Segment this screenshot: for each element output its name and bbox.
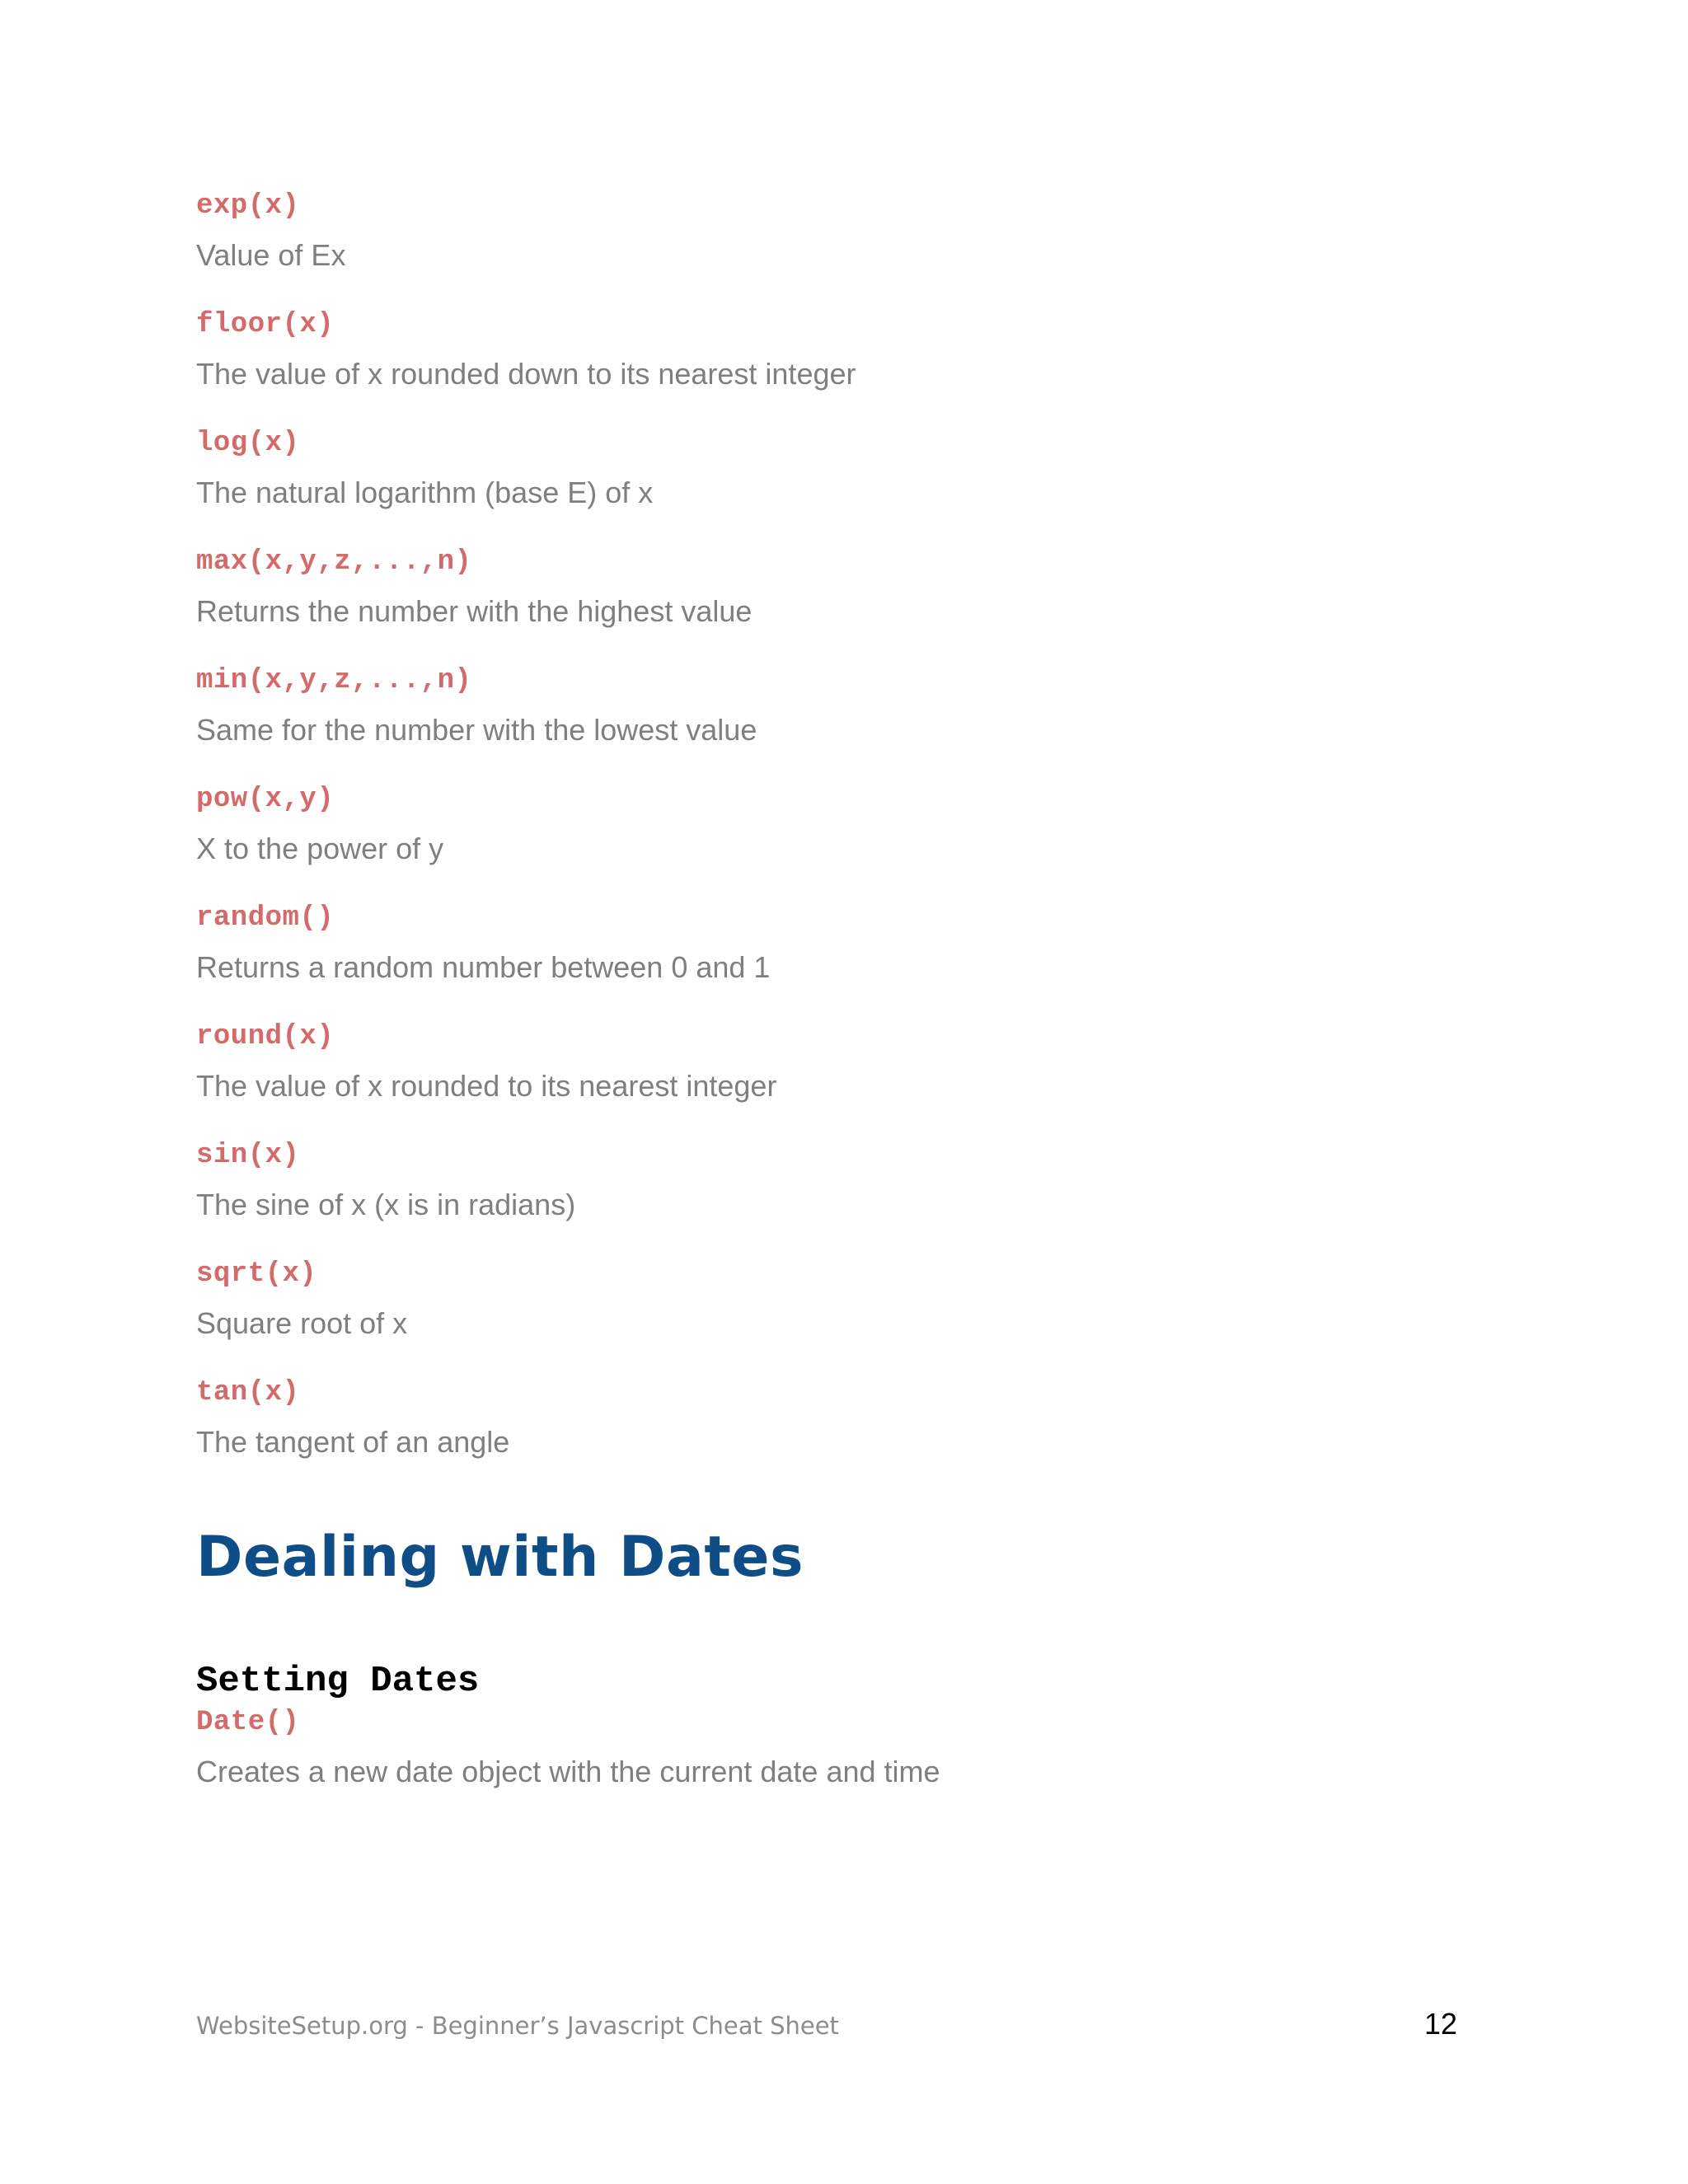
method-entry xyxy=(196,781,1432,900)
method-description: The value of x rounded to its nearest integer xyxy=(196,1069,777,1103)
method-description: The natural logarithm (base E) of x xyxy=(196,476,654,509)
method-name: min(x,y,z,...,n) xyxy=(196,665,472,696)
method-name: max(x,y,z,...,n) xyxy=(196,546,472,578)
method-name: tan(x) xyxy=(196,1377,300,1408)
method-name: floor(x) xyxy=(196,309,335,340)
method-description: The value of x rounded down to its nearest integer xyxy=(196,357,856,391)
method-entry xyxy=(196,307,1432,425)
method-name: Date() xyxy=(196,1707,300,1738)
method-description: Returns a random number between 0 and 1 xyxy=(196,950,771,984)
method-name: log(x) xyxy=(196,428,300,459)
method-name: sin(x) xyxy=(196,1140,300,1171)
method-entry xyxy=(196,188,1432,307)
method-entry xyxy=(196,1137,1432,1256)
method-description: Square root of x xyxy=(196,1306,408,1340)
method-entry xyxy=(196,1019,1432,1137)
method-description: Value of Ex xyxy=(196,238,346,272)
page-number: 12 xyxy=(1423,2007,1457,2041)
method-entry xyxy=(196,1256,1432,1375)
method-description: Returns the number with the highest value xyxy=(196,594,753,628)
method-name: round(x) xyxy=(196,1021,335,1052)
method-entry xyxy=(196,663,1432,781)
method-name: exp(x) xyxy=(196,190,300,222)
method-name: random() xyxy=(196,902,335,934)
method-description: The sine of x (x is in radians) xyxy=(196,1188,576,1221)
method-entry xyxy=(196,544,1432,663)
method-description: Creates a new date object with the current date and time xyxy=(196,1755,940,1788)
section-heading: Dealing with Dates xyxy=(196,1525,804,1590)
method-entry xyxy=(196,425,1432,544)
footer-text: WebsiteSetup.org - Beginner’s Javascript Cheat Sheet xyxy=(196,2012,839,2040)
method-entry xyxy=(196,1375,1432,1493)
method-entry xyxy=(196,1704,940,1790)
math-methods-list xyxy=(196,188,1432,1493)
method-name: sqrt(x) xyxy=(196,1258,317,1290)
method-entry xyxy=(196,900,1432,1019)
method-description: Same for the number with the lowest value xyxy=(196,713,757,747)
method-description: The tangent of an angle xyxy=(196,1425,510,1459)
method-name: pow(x,y) xyxy=(196,784,335,815)
method-description: X to the power of y xyxy=(196,832,444,865)
subsection-heading: Setting Dates xyxy=(196,1661,480,1702)
